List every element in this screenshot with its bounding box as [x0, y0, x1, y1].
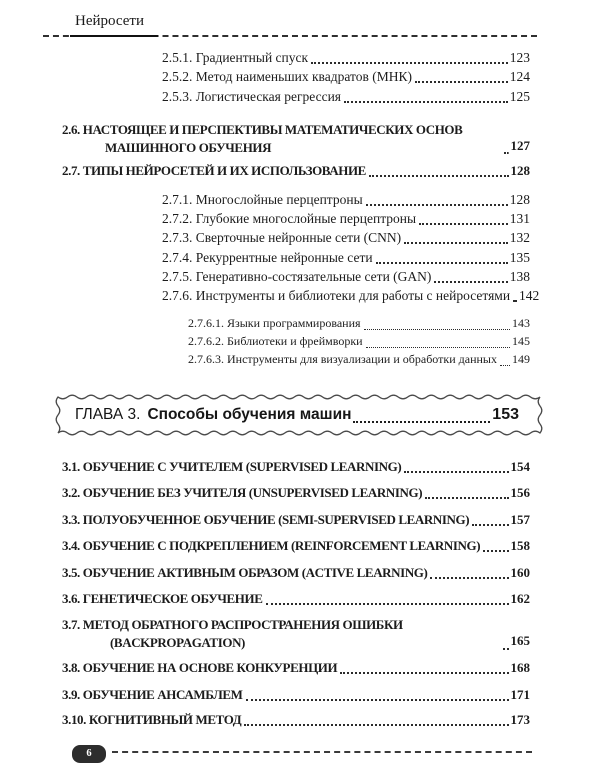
toc-entry-page: 160 [510, 565, 530, 580]
toc-leader-dots [504, 152, 509, 154]
toc-entry [188, 331, 530, 351]
toc-entry [162, 190, 530, 210]
toc-leader-dots [366, 204, 508, 206]
toc-entry-label: 3.5. ОБУЧЕНИЕ АКТИВНЫМ ОБРАЗОМ (ACTIVE LEARNING) [62, 565, 428, 580]
toc-entry-label: 2.5.2. Метод наименьших квадратов (МНК) [162, 69, 412, 84]
toc-entry-page: 127 [510, 137, 530, 153]
toc-entry-page: 142 [519, 288, 540, 303]
chapter-page: 153 [492, 406, 519, 423]
toc-leader-dots [483, 550, 508, 552]
toc-leader-dots [244, 724, 508, 726]
toc-leader-dots [366, 347, 510, 348]
toc-entry-label: 2.7.4. Рекуррентные нейронные сети [162, 250, 373, 265]
toc-entry-label: 3.10. КОГНИТИВНЫЙ МЕТОД [62, 712, 242, 727]
toc-entry [62, 483, 530, 503]
toc-entry-label: 2.7. ТИПЫ НЕЙРОСЕТЕЙ И ИХ ИСПОЛЬЗОВАНИЕ [62, 163, 366, 178]
toc-entry-page: 157 [510, 512, 530, 527]
toc-entry-page: 173 [510, 712, 530, 727]
toc-entry [62, 589, 530, 609]
header-title-underline [70, 35, 158, 37]
toc-leader-dots [404, 471, 508, 473]
toc-entry [188, 349, 530, 369]
toc-entry-page: 168 [510, 660, 530, 675]
toc-entry [62, 161, 530, 181]
toc-entry [62, 616, 530, 652]
toc-leader-dots [419, 223, 508, 225]
toc-entry [162, 67, 530, 87]
toc-entry [162, 286, 540, 306]
toc-leader-dots [266, 603, 509, 605]
toc-entry-page: 128 [509, 192, 530, 207]
toc-entry-label: 2.7.3. Сверточные нейронные сети (CNN) [162, 230, 402, 245]
toc-entry-label: 2.7.6.1. Языки программирования [188, 316, 361, 330]
toc-entry [62, 563, 530, 583]
toc-entry-page: 156 [510, 485, 530, 500]
toc-entry [62, 536, 530, 556]
toc-leader-dots [500, 365, 510, 366]
toc-leader-dots [434, 281, 507, 283]
toc-leader-dots [340, 672, 508, 674]
toc-entry-label: 3.7. МЕТОД ОБРАТНОГО РАСПРОСТРАНЕНИЯ ОШИБКИ (BACKPROPAGATION) [62, 617, 403, 650]
toc-entry-label: 2.7.6.2. Библиотеки и фреймворки [188, 334, 363, 348]
toc-entry [62, 457, 530, 477]
toc-leader-dots [353, 421, 490, 423]
toc-entry-label: 2.7.6.3. Инструменты для визуализации и обработки данных [188, 352, 497, 366]
toc-entry [162, 248, 530, 268]
toc-entry [62, 658, 530, 678]
toc-entry-page: 123 [509, 50, 530, 65]
toc-entry-page: 132 [509, 230, 530, 245]
toc-entry-page: 135 [509, 250, 530, 265]
toc-entry-page: 162 [510, 591, 530, 606]
toc-leader-dots [246, 699, 509, 701]
toc-entry-label: 3.8. ОБУЧЕНИЕ НА ОСНОВЕ КОНКУРЕНЦИИ [62, 660, 338, 675]
running-header-title: Нейросети [75, 13, 144, 29]
toc-leader-dots [503, 648, 508, 650]
toc-leader-dots [472, 524, 508, 526]
toc-entry-label: 3.4. ОБУЧЕНИЕ С ПОДКРЕПЛЕНИЕМ (REINFORCEMENT LEARNING) [62, 538, 481, 553]
toc-entry-page: 143 [512, 316, 530, 330]
toc-entry-page: 158 [510, 538, 530, 553]
page-number-badge: 6 [72, 745, 106, 763]
toc-leader-dots [513, 300, 517, 302]
toc-entry-label: 3.6. ГЕНЕТИЧЕСКОЕ ОБУЧЕНИЕ [62, 591, 263, 606]
toc-entry [162, 209, 530, 229]
toc-entry [188, 313, 530, 333]
toc-leader-dots [415, 81, 508, 83]
toc-entry [62, 710, 530, 730]
toc-leader-dots [344, 101, 508, 103]
toc-entry-label: 2.7.5. Генеративно-состязательные сети (GAN) [162, 269, 432, 284]
toc-entry [162, 267, 530, 287]
toc-leader-dots [376, 262, 508, 264]
toc-entry [62, 510, 530, 530]
toc-leader-dots [430, 577, 508, 579]
chapter-heading-box [55, 393, 543, 437]
chapter-number: ГЛАВА 3. [75, 406, 141, 423]
chapter-heading-line [75, 393, 519, 437]
toc-entry-label: 3.3. ПОЛУОБУЧЕННОЕ ОБУЧЕНИЕ (SEMI-SUPERVISED LEARNING) [62, 512, 470, 527]
toc-entry-page: 165 [510, 633, 530, 648]
toc-entry [162, 48, 530, 68]
toc-entry [62, 685, 530, 705]
toc-entry-label: 2.5.1. Градиентный спуск [162, 50, 309, 65]
toc-entry-page: 171 [510, 687, 530, 702]
toc-entry-label: 2.6. НАСТОЯЩЕЕ И ПЕРСПЕКТИВЫ МАТЕМАТИЧЕСКИХ ОСНОВ МАШИННОГО ОБУЧЕНИЯ [62, 122, 463, 155]
toc-entry-page: 128 [510, 163, 530, 178]
toc-entry-label: 2.7.6. Инструменты и библиотеки для работы с нейросетями [162, 288, 511, 303]
toc-entry-label: 3.1. ОБУЧЕНИЕ С УЧИТЕЛЕМ (SUPERVISED LEARNING) [62, 459, 402, 474]
toc-entry [162, 87, 530, 107]
toc-entry-label: 2.5.3. Логистическая регрессия [162, 89, 342, 104]
toc-entry-page: 145 [512, 334, 530, 348]
toc-leader-dots [364, 329, 510, 330]
toc-leader-dots [311, 62, 508, 64]
toc-entry-label: 3.2. ОБУЧЕНИЕ БЕЗ УЧИТЕЛЯ (UNSUPERVISED LEARNING) [62, 485, 423, 500]
toc-entry-label: 2.7.1. Многослойные перцептроны [162, 192, 363, 207]
toc-entry-page: 124 [509, 69, 530, 84]
toc-entry [62, 121, 530, 156]
footer-dashed-rule [112, 751, 532, 753]
toc-entry-label: 3.9. ОБУЧЕНИЕ АНСАМБЛЕМ [62, 687, 243, 702]
toc-entry-label: 2.7.2. Глубокие многослойные перцептроны [162, 211, 417, 226]
toc-leader-dots [404, 242, 508, 244]
toc-entry-page: 149 [512, 352, 530, 366]
toc-entry-page: 125 [509, 89, 530, 104]
toc-leader-dots [369, 175, 509, 177]
toc-entry-page: 138 [509, 269, 530, 284]
toc-entry-page: 154 [510, 459, 530, 474]
chapter-title: Способы обучения машин [147, 406, 352, 423]
toc-leader-dots [425, 497, 508, 499]
toc-entry-page: 131 [509, 211, 530, 226]
toc-entry [162, 228, 530, 248]
